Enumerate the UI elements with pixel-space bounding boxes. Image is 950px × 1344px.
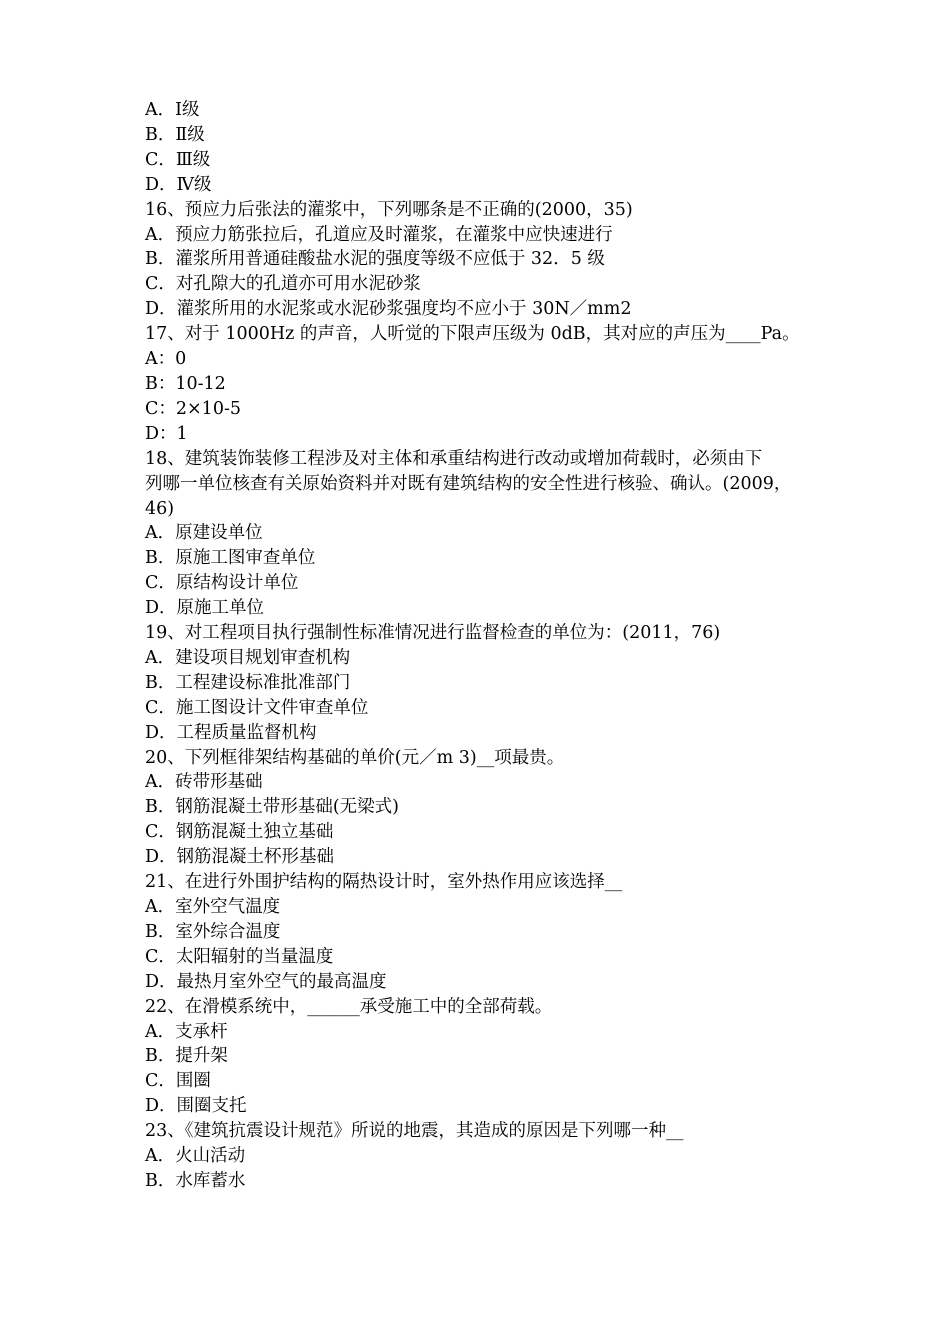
question-23-option-b: B．水库蓄水 [145, 1170, 246, 1191]
question-19-option-c: C．施工图设计文件审查单位 [145, 697, 369, 718]
question-23-option-a: A．火山活动 [145, 1146, 246, 1167]
question-18-line-2: 列哪一单位核查有关原始资料并对既有建筑结构的安全性进行核验、确认。(2009， [145, 473, 792, 494]
question-22-option-c: C．围圈 [145, 1071, 211, 1092]
question-18-option-d: D．原施工单位 [145, 598, 265, 619]
question-20: 20、下列框徘架结构基础的单价(元／m 3)__项最贵。 [145, 747, 565, 768]
question-22-option-d: D．围圈支托 [145, 1096, 247, 1117]
option-d-line: D．Ⅳ级 [145, 174, 212, 195]
question-21-option-d: D．最热月室外空气的最高温度 [145, 971, 387, 992]
option-b-line: B．Ⅱ级 [145, 124, 205, 145]
question-17-option-d: D：1 [145, 423, 188, 444]
question-20-option-c: C．钢筋混凝土独立基础 [145, 822, 334, 843]
question-18-option-c: C．原结构设计单位 [145, 573, 299, 594]
question-16-option-a: A．预应力筋张拉后，孔道应及时灌浆，在灌浆中应快速进行 [145, 224, 613, 245]
question-16-option-d: D．灌浆所用的水泥浆或水泥砂浆强度均不应小于 30N／mm2 [145, 299, 632, 320]
question-20-option-b: B．钢筋混凝土带形基础(无梁式) [145, 797, 400, 818]
question-19-option-b: B．工程建设标准批准部门 [145, 672, 351, 693]
exam-question-text [145, 98, 825, 1194]
question-17-option-c: C：2×10-5 [145, 398, 242, 419]
question-18-option-a: A．原建设单位 [145, 523, 263, 544]
question-18-line-3: 46) [145, 498, 175, 519]
question-23: 23、《建筑抗震设计规范》所说的地震，其造成的原因是下列哪一种__ [145, 1121, 684, 1142]
question-18-option-b: B．原施工图审查单位 [145, 548, 316, 569]
question-21-option-c: C．太阳辐射的当量温度 [145, 946, 334, 967]
question-19-option-a: A．建设项目规划审查机构 [145, 647, 351, 668]
question-22-option-a: A．支承杆 [145, 1021, 228, 1042]
question-17-option-b: B：10-12 [145, 373, 226, 394]
question-22: 22、在滑模系统中，______承受施工中的全部荷载。 [145, 996, 553, 1017]
option-c-line: C．Ⅲ级 [145, 149, 211, 170]
question-22-option-b: B．提升架 [145, 1046, 228, 1067]
question-16-option-b: B．灌浆所用普通硅酸盐水泥的强度等级不应低于 32．5 级 [145, 249, 605, 270]
question-17-option-a: A：0 [145, 349, 187, 370]
question-17: 17、对于 1000Hz 的声音，人听觉的下限声压级为 0dB，其对应的声压为____Pa。 [145, 324, 800, 345]
question-18-line-1: 18、建筑装饰装修工程涉及对主体和承重结构进行改动或增加荷载时，必须由下 [145, 448, 763, 469]
question-16: 16、预应力后张法的灌浆中，下列哪条是不正确的(2000，35) [145, 199, 633, 220]
question-20-option-a: A．砖带形基础 [145, 772, 263, 793]
question-20-option-d: D．钢筋混凝土杯形基础 [145, 847, 335, 868]
question-16-option-c: C．对孔隙大的孔道亦可用水泥砂浆 [145, 274, 421, 295]
question-21-option-b: B．室外综合温度 [145, 921, 281, 942]
question-19: 19、对工程项目执行强制性标准情况进行监督检查的单位为：(2011，76) [145, 623, 721, 644]
question-21: 21、在进行外围护结构的隔热设计时，室外热作用应该选择__ [145, 872, 623, 893]
option-a-line: A．Ⅰ级 [145, 100, 200, 120]
question-21-option-a: A．室外空气温度 [145, 897, 281, 917]
question-19-option-d: D．工程质量监督机构 [145, 722, 317, 743]
